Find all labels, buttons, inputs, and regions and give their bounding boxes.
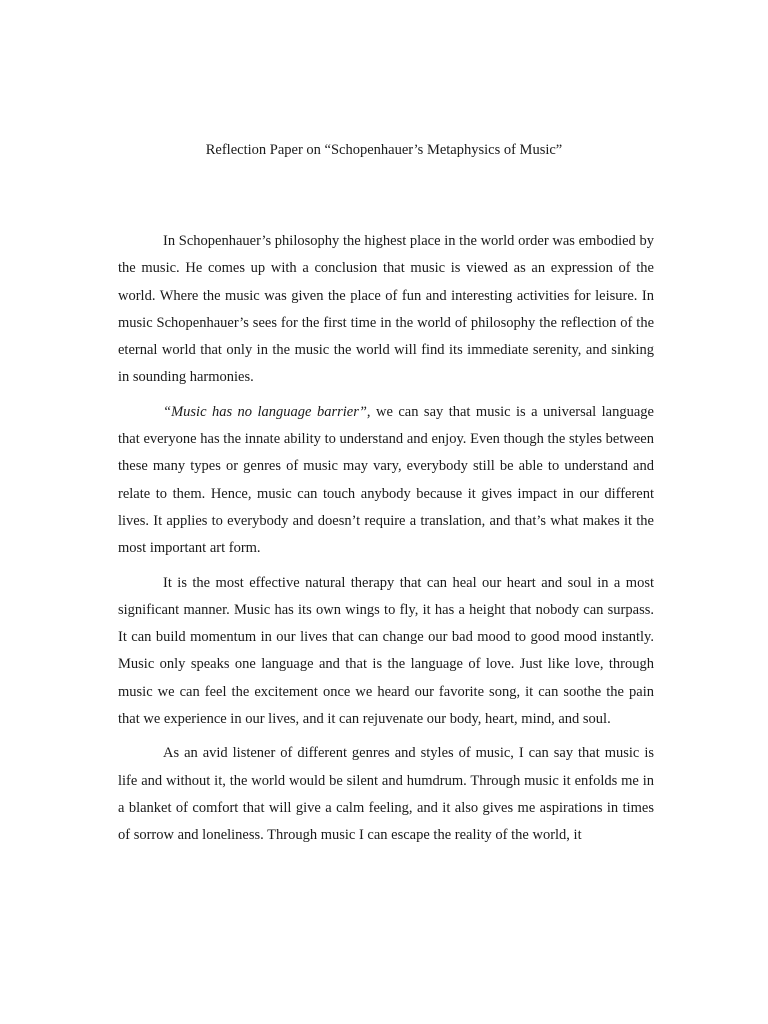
paragraph-2-text: , we can say that music is a universal language that everyone has the innate ability to understand and enjoy. Even though the styles between these many types or genres of music may vary, everybody still be able to understand and relate to them. Hence, music can touch anybody because it gives impact in our different lives. It applies to everybody and doesn’t require a translation, and that’s what makes it the most important art form. [118,403,654,557]
paragraph-2-quote: “Music has no language barrier” [163,403,367,420]
paragraph-3: It is the most effective natural therapy that can heal our heart and soul in a most significant manner. Music has its own wings to fly, it has a height that nobody can surpass. It can build momentum in our lives that can change our bad mood to good mood instantly. Music only speaks one language and that is the language of love. Just like love, through music we can feel the excitement once we heard our favorite song, it can soothe the pain that we experience in our lives, and it can rejuvenate our body, heart, mind, and soul. [118,574,654,728]
paragraph-1: In Schopenhauer’s philosophy the highest place in the world order was embodied by the music. He comes up with a conclusion that music is viewed as an expression of the world. Where the music was given the place of fun and interesting activities for leisure. In music Schopenhauer’s sees for the first time in the world of philosophy the reflection of the eternal world that only in the music the world will find its immediate serenity, and sinking in sounding harmonies. [118,233,654,386]
page-title: Reflection Paper on “Schopenhauer’s Metaphysics of Music” [205,142,563,158]
document-body [118,228,654,857]
paragraph-2 [118,399,654,563]
paragraph-4: As an avid listener of different genres and styles of music, I can say that music is life and without it, the world would be silent and humdrum. Through music it enfolds me in a blanket of comfort that will give a calm feeling, and it also gives me aspirations in times of sorrow and loneliness. Through music I can escape the reality of the world, it [118,745,654,844]
